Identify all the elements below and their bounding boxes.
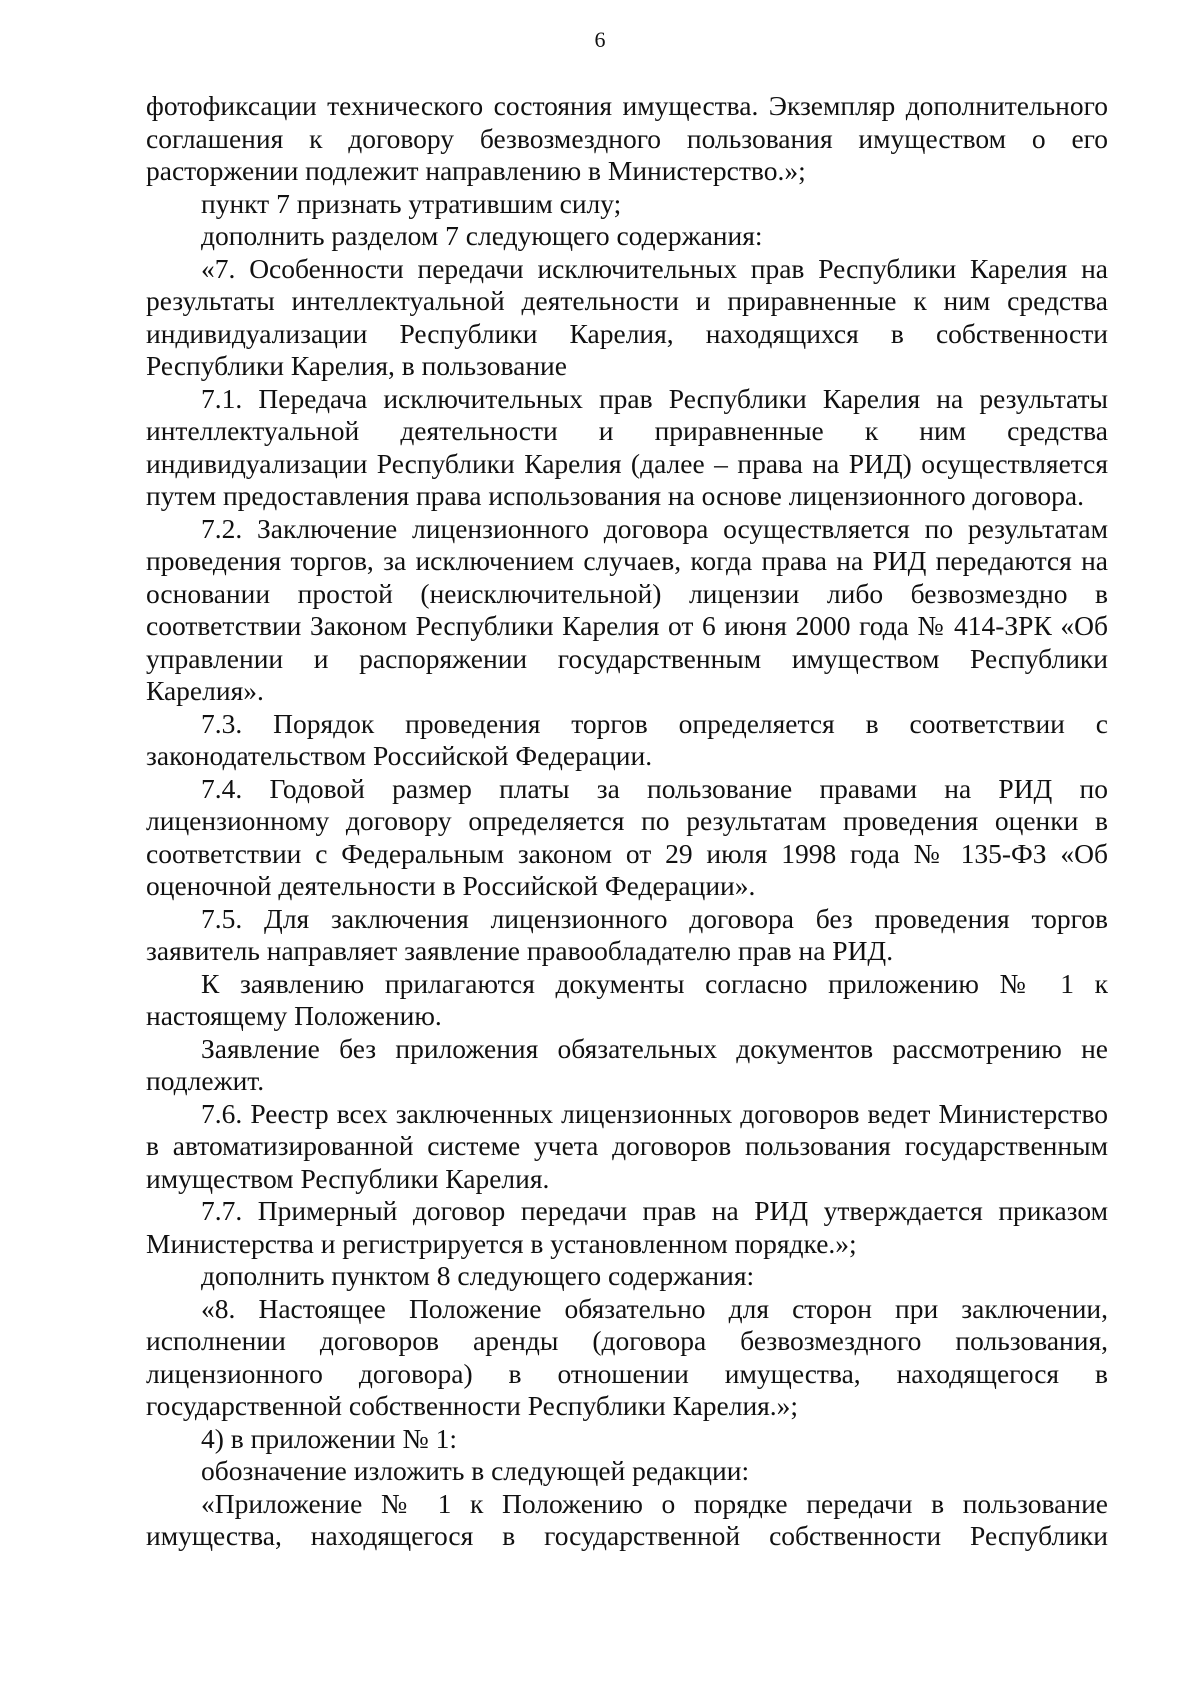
paragraph-appendix-title: «Приложение № 1 к Положению о порядке передачи в пользование имущества, находящегося в государственной собственности Республики xyxy=(146,1487,1108,1551)
document-body xyxy=(146,90,1108,1553)
paragraph-appendix-1: 4) в приложении № 1: xyxy=(201,1422,457,1454)
item-8: «8. Настоящее Положение обязательно для сторон при заключении, исполнении договоров аренды (договора безвозмездного пользования, лицензионного договора) в отношении имущества, находящегося в государственной собственности Республики Карелия.»; xyxy=(146,1292,1108,1421)
section-7-heading: «7. Особенности передачи исключительных прав Республики Карелия на результаты интеллектуальной деятельности и приравненные к ним средства индивидуализации Республики Карелия, находящихся в собственности Республики Карелия, в пользование xyxy=(146,252,1108,381)
clause-7-5: 7.5. Для заключения лицензионного договора без проведения торгов заявитель направляет заявление правообладателю прав на РИД. xyxy=(146,902,1108,966)
paragraph-add-section-7: дополнить разделом 7 следующего содержания: xyxy=(201,220,763,251)
clause-7-7: 7.7. Примерный договор передачи прав на РИД утверждается приказом Министерства и регистрируется в установленном порядке.»; xyxy=(146,1195,1108,1259)
clause-7-5-documents: К заявлению прилагаются документы согласно приложению № 1 к настоящему Положению. xyxy=(146,967,1108,1031)
clause-7-3: 7.3. Порядок проведения торгов определяется в соответствии с законодательством Российской Федерации. xyxy=(146,707,1108,771)
paragraph-designation: обозначение изложить в следующей редакции: xyxy=(201,1455,750,1486)
clause-7-4: 7.4. Годовой размер платы за пользование правами на РИД по лицензионному договору определяется по результатам проведения оценки в соответствии с Федеральным законом от 29 июля 1998 года № 135-ФЗ «Об оценочной деятельности в Российской Федерации». xyxy=(146,772,1108,901)
clause-7-6: 7.6. Реестр всех заключенных лицензионных договоров ведет Министерство в автоматизированной системе учета договоров пользования государственным имуществом Республики Карелия. xyxy=(146,1097,1108,1194)
paragraph-continuation: фотофиксации технического состояния имущества. Экземпляр дополнительного соглашения к договору безвозмездного пользования имуществом о его расторжении подлежит направлению в Министерство.»; xyxy=(146,90,1108,186)
clause-7-5-rejection: Заявление без приложения обязательных документов рассмотрению не подлежит. xyxy=(146,1032,1108,1096)
clause-7-1: 7.1. Передача исключительных прав Республики Карелия на результаты интеллектуальной деятельности и приравненные к ним средства индивидуализации Республики Карелия (далее – права на РИД) осуществляется путем предоставления права использования на основе лицензионного договора. xyxy=(146,382,1108,511)
paragraph-add-item-8: дополнить пунктом 8 следующего содержания: xyxy=(201,1260,755,1291)
paragraph-item-7-repeal: пункт 7 признать утратившим силу; xyxy=(201,187,622,219)
clause-7-2: 7.2. Заключение лицензионного договора осуществляется по результатам проведения торгов, за исключением случаев, когда права на РИД передаются на основании простой (неисключительной) лицензии либо безвозмездно в соответствии Законом Республики Карелия от 6 июня 2000 года № 414-ЗРК «Об управлении и распоряжении государственным имуществом Республики Карелия». xyxy=(146,512,1108,706)
page-number: 6 xyxy=(594,27,606,52)
